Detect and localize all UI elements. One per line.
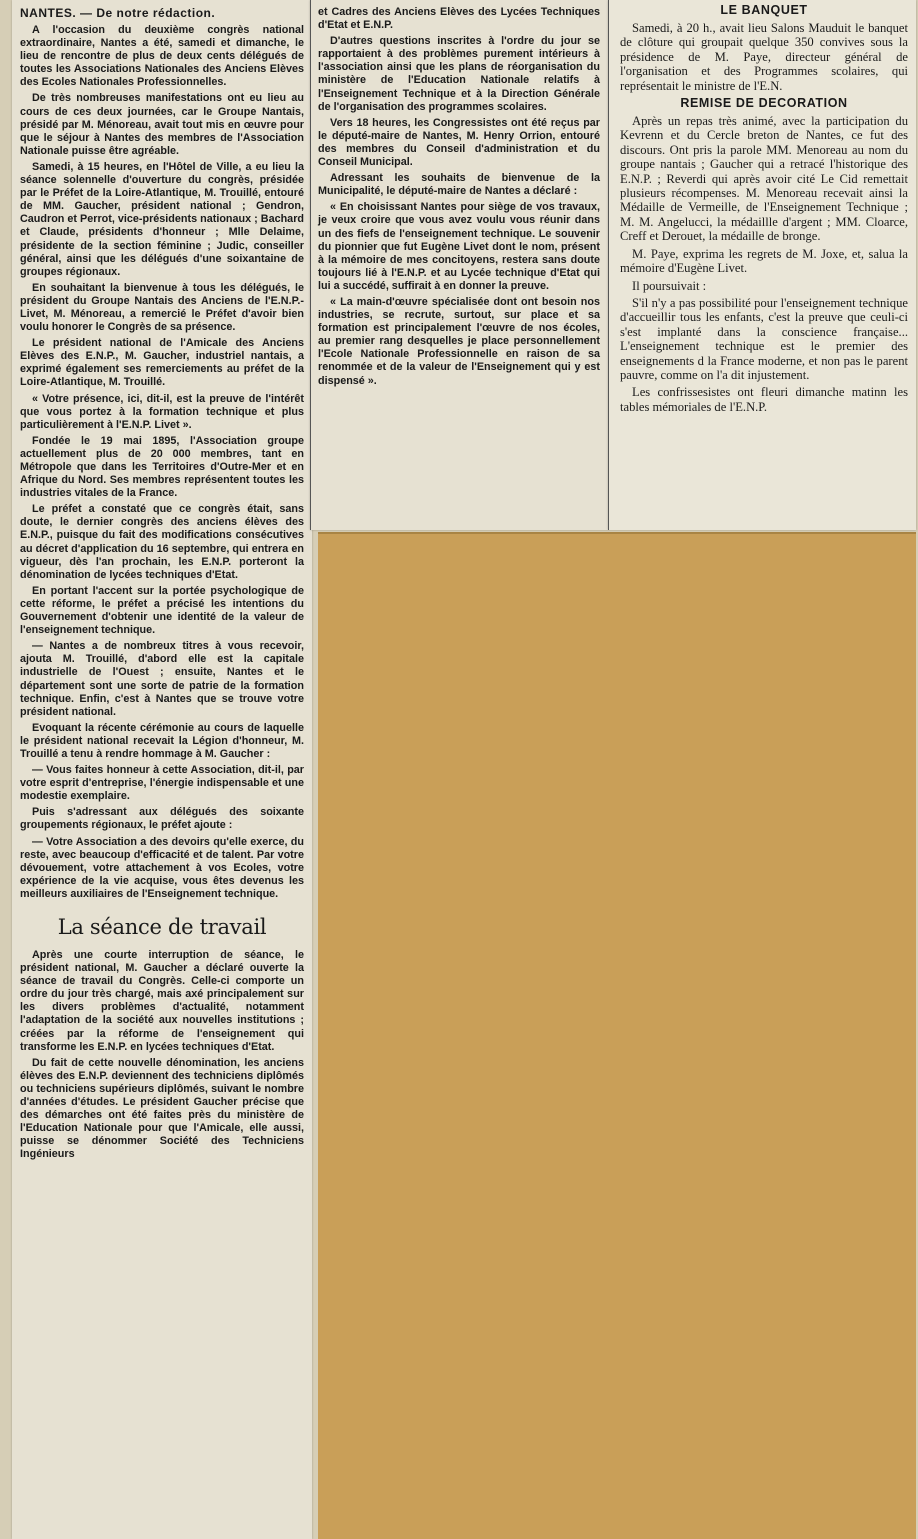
paragraph: Les confrissesistes ont fleuri dimanche matinn les tables mémoriales de l'E.N.P.	[620, 385, 908, 414]
paragraph: Il poursuivait :	[632, 278, 707, 293]
article-column-2	[310, 0, 608, 530]
article-column-3	[608, 0, 916, 530]
paragraph: En souhaitant la bienvenue à tous les délégués, le président du Groupe Nantais des Anciens de l'E.N.P.-Livet, M. Ménoreau, a remercié le Préfet d'avoir bien voulu honorer le Congrès de sa présence.	[20, 281, 304, 334]
paragraph: « En choisissant Nantes pour siège de vos travaux, je veux croire que vous avez voulu vous réunir dans un des fiefs de l'enseignement technique. Le souvenir du pionnier que fut Eugène Livet dont le nom, présent à la mémoire de mes concitoyens, restera sans doute toujours lié à l'E.N.P. et au Lycée technique d'Etat qui lui a succédé, suffirait à en donner la preuve.	[318, 201, 600, 292]
paragraph: Samedi, à 20 h., avait lieu Salons Mauduit le banquet de clôture qui groupait quelque 350 convives sous la présidence de M. Paye, directeur général de l'organisation et des Programmes scolaires, qui représentait le ministre de l'E.N.	[620, 21, 908, 93]
banquet-heading: LE BANQUET	[720, 3, 808, 17]
paragraph: Après une courte interruption de séance, le président national, M. Gaucher a déclaré ouverte la séance de travail du Congrès. Celle-ci comporte un ordre du jour très chargé, mais axé principalement sur les divers problèmes d'actualité, notamment l'adaptation de la société aux nouvelles institutions ; créées par la réforme de l'enseignement qui transforme les E.N.P. en lycées techniques d'Etat.	[20, 949, 304, 1053]
paragraph: et Cadres des Anciens Elèves des Lycées Techniques d'Etat et E.N.P.	[318, 6, 600, 32]
column-rule	[608, 0, 609, 530]
paragraph: — Votre Association a des devoirs qu'elle exerce, du reste, avec beaucoup d'efficacité et de talent. Par votre dévouement, votre attachement à vos Ecoles, votre expérience de la vie acquise, vous êtes devenus les meilleurs auxiliaires de l'Enseignement technique.	[20, 835, 304, 900]
kraft-paper-edge	[318, 532, 916, 534]
paragraph: D'autres questions inscrites à l'ordre du jour se rapportaient à des problèmes purement intérieurs à l'association ainsi que les plans de réorganisation du ministère de l'Education Nationale relatifs à l'Enseignement Technique et à la Direction Générale de l'organisation des programmes scolaires.	[318, 35, 600, 113]
paragraph: Du fait de cette nouvelle dénomination, les anciens élèves des E.N.P. deviennent des techniciens diplômés ou techniciens supérieurs diplômés, suivant le nombre d'années d'études. Le président Gaucher précise que des démarches ont été faites près du ministère de l'Education Nationale pour que l'Amicale, elle aussi, puisse se dénommer Société des Techniciens Ingénieurs	[20, 1056, 304, 1161]
paragraph: « La main-d'œuvre spécialisée dont ont besoin nos industries, se recrute, surtout, sur place et sa formation est principalement l'œuvre de nos écoles, au premier rang desquelles je place personnellement l'Ecole Nationale Professionnelle en raison de sa renommée et de la valeur de l'Enseignement qui y est dispensé ».	[318, 295, 600, 387]
paragraph: Evoquant la récente cérémonie au cours de laquelle le président national recevait la Légion d'honneur, M. Trouillé a tenu à rendre hommage à M. Gaucher :	[20, 721, 304, 760]
paragraph: Samedi, à 15 heures, en l'Hôtel de Ville, a eu lieu la séance solennelle d'ouverture du congrès, présidée par le Préfet de la Loire-Atlantique, M. Trouillé, entouré de MM. Gaucher, président national ; Gendron, Caudron et Perrot, vice-présidents nationaux ; Bachard et Claude, présidents d'honneur ; Mlle Delaime, présidente de la section féminine ; Judic, conseiller général, ainsi que les délégués d'une soixantaine de groupes régionaux.	[20, 160, 304, 278]
paragraph: De très nombreuses manifestations ont eu lieu au cours de ces deux journées, car le Groupe Nantais, présidé par M. Ménoreau, avait tout mis en œuvre pour que le séjour à Nantes des membres de l'Association Nationale puisse être agréable.	[20, 92, 304, 157]
paragraph: A l'occasion du deuxième congrès national extraordinaire, Nantes a été, samedi et dimanche, le lieu de rencontre de plus de deux cents délégués de toutes les Associations Nationales des Anciens Elèves des Ecoles Nationales Professionnelles.	[20, 24, 304, 89]
paragraph: — Vous faites honneur à cette Association, dit-il, par votre esprit d'entreprise, l'énergie indispensable et une modestie exemplaire.	[20, 764, 304, 803]
paragraph: Après un repas très animé, avec la participation du Kevrenn et du Cercle breton de Nantes, ce fut des discours. Ont pris la parole MM. Menoreau au nom du groupe nantais ; Gaucher qui a retracé l'historique des E.N.P. ; Reverdi qui après avoir cité Le Cid remettait plusieurs récompenses. M. Menoreau recevait ainsi la Médaille de Vermeille, de l'Enseignement Technique ; M. M. Angelucci, la médaillle d'argent ; MM. Cloarce, Creff et Derouet, la médaille de bronge.	[620, 114, 908, 244]
paragraph: En portant l'accent sur la portée psychologique de cette réforme, le préfet a précisé les intentions du Gouvernement d'obtenir une identité de la valeur de l'enseignement technique.	[20, 584, 304, 637]
dateline: NANTES. — De notre rédaction.	[20, 6, 216, 20]
paragraph: « Votre présence, ici, dit-il, est la preuve de l'intérêt que vous portez à la formation technique et plus particulièrement à l'E.N.P. Livet ».	[20, 392, 304, 431]
section-headline: La séance de travail	[57, 915, 267, 939]
paragraph: Vers 18 heures, les Congressistes ont été reçus par le député-maire de Nantes, M. Henry Orrion, entouré des membres du Conseil d'administration et du Conseil Municipal.	[318, 116, 600, 169]
paragraph: Le président national de l'Amicale des Anciens Elèves des E.N.P., M. Gaucher, industriel nantais, a exprimé également ses remerciements au préfet de la Loire-Atlantique, M. Trouillé.	[20, 337, 304, 389]
paragraph: — Nantes a de nombreux titres à vous recevoir, ajouta M. Trouillé, d'abord elle est la capitale industrielle de l'Ouest ; ensuite, Nantes et le département sont une sorte de patrie de la formation technique. Enfin, c'est à Nantes que se trouve votre président national.	[20, 640, 304, 718]
paragraph: Fondée le 19 mai 1895, l'Association groupe actuellement plus de 20 000 membres, tant en Métropole que dans les Territoires d'Outre-Mer et en Afrique du Nord. Ses membres représentent toutes les industries vitales de la France.	[20, 434, 304, 500]
paragraph: S'il n'y a pas possibilité pour l'enseignement technique d'accueillir tous les enfants, c'est la preuve que ceuli-ci s'est implanté dans la conscience française... L'enseignement technique est le premier des enseignements d la France moderne, et non pas le parent pauvre, comme on l'a dit injustement.	[620, 295, 908, 382]
kraft-paper-backing	[318, 532, 916, 1539]
column-rule	[310, 0, 311, 530]
article-column-1	[12, 0, 312, 1539]
paragraph: Puis s'adressant aux délégués des soixante groupements régionaux, le préfet ajoute :	[20, 806, 304, 832]
paragraph: Adressant les souhaits de bienvenue de la Municipalité, le député-maire de Nantes a déclaré :	[318, 172, 600, 198]
decoration-heading: REMISE DE DECORATION	[680, 96, 848, 111]
paragraph: M. Paye, exprima les regrets de M. Joxe, et, salua la mémoire d'Eugène Livet.	[620, 246, 908, 276]
paragraph: Le préfet a constaté que ce congrès était, sans doute, le dernier congrès des anciens élèves des E.N.P., puisque du fait des modifications consécutives au décret d'application du 16 septembre, qui entrera en vigueur, dès l'an prochain, les E.N.P. porteront la dénomination de lycées techniques d'Etat.	[20, 503, 304, 581]
